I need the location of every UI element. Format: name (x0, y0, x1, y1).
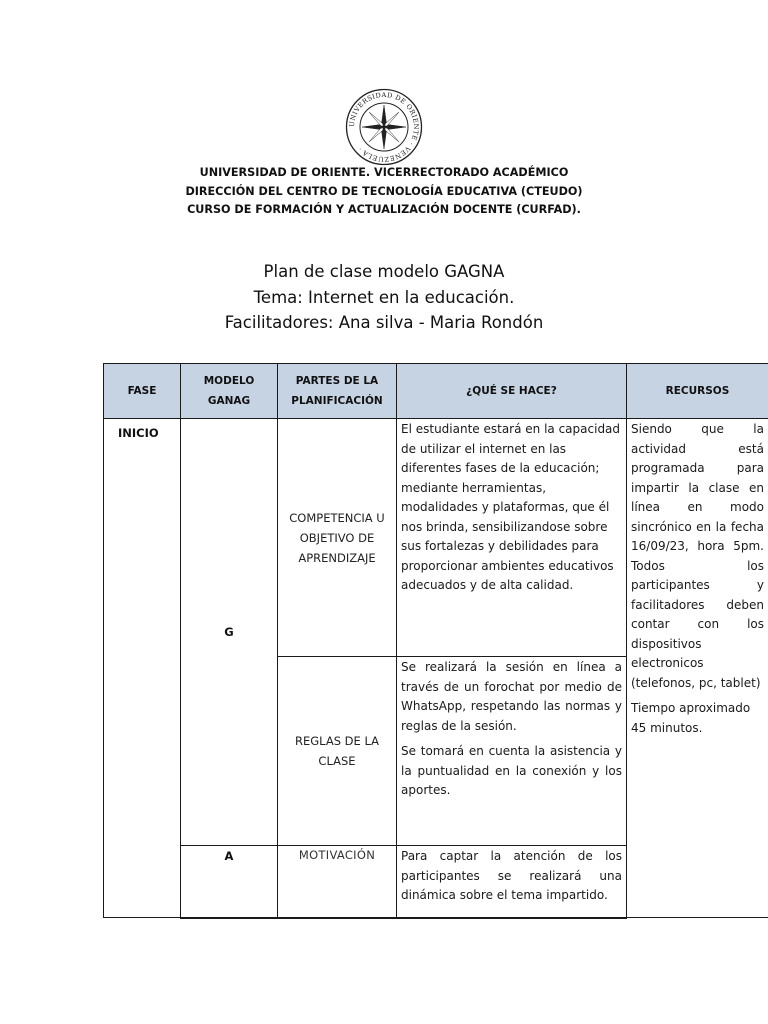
institution-line-1: UNIVERSIDAD DE ORIENTE. VICERRECTORADO ACADÉMICO (199, 166, 569, 179)
what-reglas-p2: Se tomará en cuenta la asistencia y la puntualidad en la conexión y los aportes. (401, 744, 622, 797)
recursos-cell (627, 419, 768, 918)
part-reglas-line-1: REGLAS DE LA (295, 734, 379, 748)
recursos-text: Siendo que la actividad está programada para impartir la clase en línea en modo sincrónico en la fecha 16/09/23, hora 5pm. Todos los participantes y facilitadores deben contar con los dispositivos electronicos (telefonos, pc, tablet) (631, 422, 764, 690)
header-partes (278, 364, 397, 419)
header-recursos: RECURSOS (627, 364, 768, 419)
plan-topic: Tema: Internet en la educación. (253, 287, 515, 307)
what-reglas (397, 657, 627, 846)
part-competencia-line-3: APRENDIZAJE (298, 550, 376, 565)
table-header-row (104, 364, 768, 419)
what-competencia: El estudiante estará en la capacidad de utilizar el internet en las diferentes fases de la educación; mediante herramientas, modalidades y plataformas, que él nos brinda, sensibilizandose sobre sus fortalezas y debilidades para proporcionar ambientes educativos adecuados y de alta calidad. (397, 419, 627, 657)
what-motivacion: Para captar la atención de los participantes se realizará una dinámica sobre el tema impartido. (397, 846, 627, 918)
part-competencia (278, 419, 397, 657)
modelo-letter-a: A (181, 846, 278, 918)
header-partes-line-1: PARTES DE LA (295, 375, 379, 387)
header-modelo-line-1: MODELO (203, 375, 255, 387)
header-fase: FASE (104, 364, 181, 419)
header-partes-line-2: PLANIFICACIÓN (291, 395, 383, 407)
lesson-plan-table (103, 363, 768, 919)
table-row (104, 419, 768, 657)
institution-line-3: CURSO DE FORMACIÓN Y ACTUALIZACIÓN DOCENTE (CURFAD). (187, 203, 581, 216)
part-motivacion: MOTIVACIÓN (278, 846, 397, 918)
recursos-time: Tiempo aproximado 45 minutos. (631, 701, 751, 735)
header-que-se-hace: ¿QUÉ SE HACE? (397, 364, 627, 419)
part-competencia-line-1: COMPETENCIA U (289, 510, 385, 525)
institution-line-2: DIRECCIÓN DEL CENTRO DE TECNOLOGÍA EDUCATIVA (CTEUDO) (185, 184, 583, 198)
header-modelo (181, 364, 278, 419)
institution-header (0, 164, 768, 220)
part-competencia-line-2: OBJETIVO DE (299, 530, 375, 545)
header-modelo-line-2: GANAG (207, 395, 251, 407)
plan-titles (0, 259, 768, 336)
modelo-letter-g: G (181, 419, 278, 846)
university-seal-logo (345, 88, 423, 166)
plan-facilitators: Facilitadores: Ana silva - Maria Rondón (224, 313, 544, 332)
svg-text:UNIVERSIDAD DE ORIENTE · VENEZ: UNIVERSIDAD DE ORIENTE · VENEZUELA · (347, 90, 421, 164)
part-reglas-line-2: CLASE (318, 754, 356, 768)
part-reglas (278, 657, 397, 846)
fase-cell: INICIO (104, 419, 181, 918)
what-reglas-p1: Se realizará la sesión en línea a través de un forochat por medio de WhatsApp, respetando las normas y reglas de la sesión. (401, 660, 622, 733)
plan-title: Plan de clase modelo GAGNA (263, 262, 505, 281)
